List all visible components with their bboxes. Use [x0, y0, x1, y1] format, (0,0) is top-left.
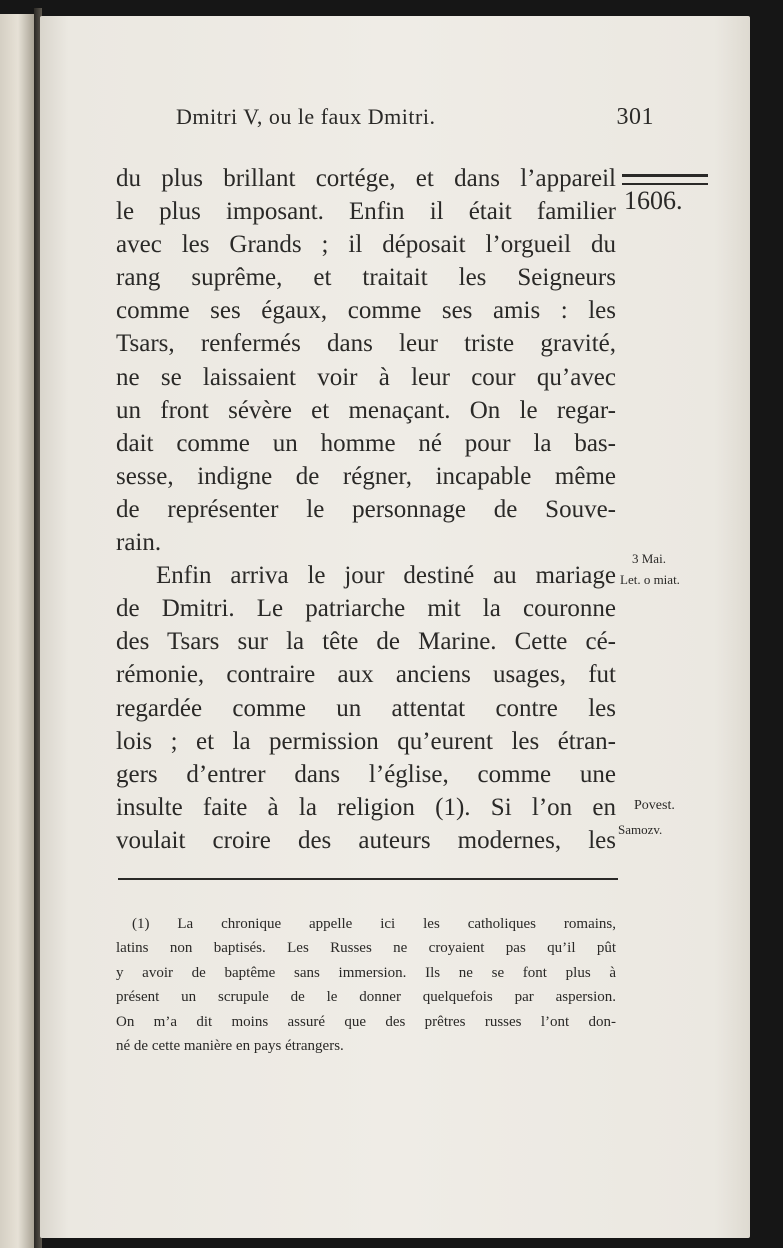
text-line: de représenter le personnage de Souve- [116, 495, 616, 523]
footnotes [116, 912, 616, 1058]
text-line: rang suprême, et traitait les Seigneurs [116, 264, 616, 292]
text-line: du plus brillant cortége, et dans l’appareil [116, 165, 616, 192]
text-line: des Tsars sur la tête de Marine. Cette cé- [116, 628, 616, 656]
footnote-line: y avoir de baptême sans immersion. Ils ne se font plus à [116, 964, 616, 981]
footnote-line: né de cette manière en pays étrangers. [116, 1037, 344, 1054]
text-line: Enfin arriva le jour destiné au mariage [156, 562, 616, 590]
footnote-line: latins non baptisés. Les Russes ne croyaient pas qu’il pût [116, 940, 616, 957]
margin-note-source: Let. o miat. [620, 572, 680, 587]
page-number: 301 [616, 104, 654, 130]
body-text [116, 162, 616, 857]
book-page [40, 16, 750, 1238]
text-line: regardée comme un attentat contre les [116, 694, 616, 722]
text-line: un front sévère et menaçant. On le regar- [116, 396, 616, 424]
text-line: dait comme un homme né pour la bas- [116, 429, 616, 457]
text-line: voulait croire des auteurs modernes, les [116, 826, 616, 854]
previous-page-edge [0, 14, 34, 1248]
text-line: comme ses égaux, comme ses amis : les [116, 297, 616, 325]
footnote-line: On m’a dit moins assuré que des prêtres russes l’ont don- [116, 1013, 616, 1030]
text-line: le plus imposant. Enfin il était familier [116, 198, 616, 226]
running-head-title: Dmitri V, ou le faux Dmitri. [176, 104, 436, 129]
margin-note-source: Povest. [634, 798, 675, 813]
text-line: de Dmitri. Le patriarche mit la couronne [116, 595, 616, 623]
margin-note-date: 3 Mai. [632, 551, 666, 566]
footnote-rule [118, 878, 618, 880]
text-line: ne se laissaient voir à leur cour qu’avec [116, 363, 616, 391]
text-line: Tsars, renfermés dans leur triste gravité, [116, 330, 616, 358]
text-line: sesse, indigne de régner, incapable même [116, 462, 616, 490]
margin-note-source: Samozv. [618, 822, 663, 837]
text-line: avec les Grands ; il déposait l’orgueil du [116, 231, 616, 259]
margin-note-year: 1606. [624, 186, 683, 215]
footnote-line: (1) La chronique appelle ici les catholiques romains, [132, 916, 616, 932]
text-line: lois ; et la permission qu’eurent les étran- [116, 727, 616, 755]
text-line: gers d’entrer dans l’église, comme une [116, 760, 616, 788]
footnote-line: présent un scrupule de le donner quelquefois par aspersion. [116, 989, 616, 1006]
text-line: insulte faite à la religion (1). Si l’on en [116, 793, 616, 821]
text-line: rémonie, contraire aux anciens usages, fut [116, 661, 616, 689]
margin-double-rule [622, 174, 708, 185]
text-line: rain. [116, 529, 162, 557]
